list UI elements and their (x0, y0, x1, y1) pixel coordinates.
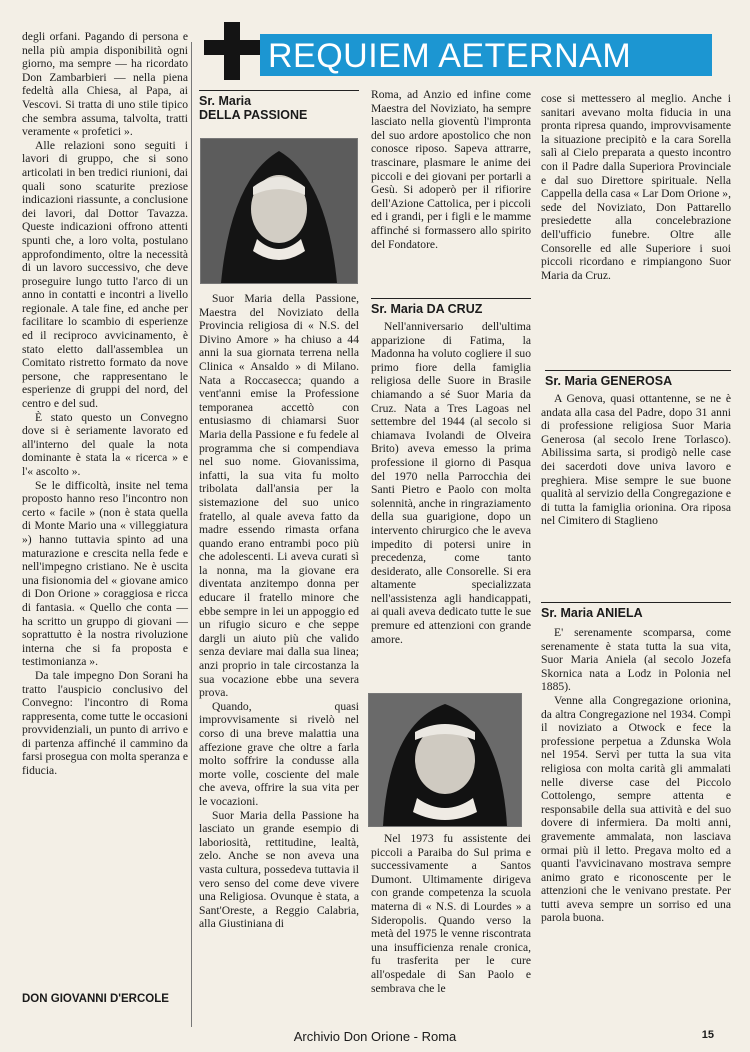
column-2 (199, 292, 359, 931)
col1-paragraph: Da tale impegno Don Sorani ha tratto l'auspicio conclusivo del Convegno: l'incontro di Roma rappresenta, come tutte le occasioni provvidenziali, un punto di arrivo e di partenza affinché il cammino da farsi prosegua con molta speranza e fiducia. (22, 668, 188, 778)
heading-da-cruz: Sr. Maria DA CRUZ (371, 298, 531, 316)
column-3-top (371, 88, 531, 251)
col4-paragraph: A Genova, quasi ottantenne, se ne è andata alla casa del Padre, dopo 31 anni di professione religiosa Suor Maria Generosa (al secolo Irene Torlasco). Abilissima sarta, si prodigò nelle case dei sacerdoti dove univa lavoro e preghiera. Mise sempre le sue buone qualità al servizio della Congregazione e di tutta la famiglia orionina. Ora riposa nel Cimitero di Staglieno (541, 392, 731, 528)
col2-paragraph: Suor Maria della Passione ha lasciato un grande esempio di laboriosità, rettitudine, lealtà, zelo. Anche se non aveva una vasta cultura, possedeva tuttavia il vero senso del come deve vivere una Religiosa. Ovunque è stata, a Sant'Oreste, a Reggio Calabria, alla Giustiniana di (199, 808, 359, 931)
col1-paragraph: Alle relazioni sono seguiti i lavori di gruppo, che si sono articolati in ben tredici riunioni, dai quali sono scaturite preziose indicazioni riassunte, a conclusione dei lavori, dal Dottor Tavazza. Queste indicazioni offrono attenti spunti che, a loro volta, postulano approfondimento, oltre la necessità di un lavoro successivo, che deve proseguire lungo tutto l'arco di un anno in contatti e incontri a livello regionale. A tale fine, ed anche per facilitare lo scambio di esperienze ed il reciproco avvicinamento, è stato eletto dall'assemblea un Comitato ristretto formato da nove persone, che rappresentano le esperienze di gruppi del nord, del centro e del sud. (22, 138, 188, 411)
column-3-mid (371, 320, 531, 646)
heading-line: Sr. Maria (199, 94, 252, 108)
col3-paragraph: Roma, ad Anzio ed infine come Maestra del Noviziato, ha sempre lasciato nella gioventù l'impronta del suo ardore apostolico che non conosce riposo. Sapeva attrarre, trascinare, plasmare le anime dei piccoli e dei giovani per portarli a Gesù. Si adoperò per il rifiorire dell'Azione Cattolica, per i piccoli ed i grandi, per i figli e le mamme affinché si formassero allo spirito del Fondatore. (371, 88, 531, 251)
heading-line: DELLA PASSIONE (199, 108, 308, 122)
page-number: 15 (701, 1029, 714, 1041)
nun-portrait-icon (369, 694, 521, 826)
col4-paragraph: Venne alla Congregazione orionina, da altra Congregazione nel 1934. Compì il noviziato a Otwock e fece la professione perpetua a Zdunska Wola nel 1954. Servì per tutta la sua vita religiosa con molta carità gli ammalati nelle diverse case del Piccolo Cottolengo, sempre attenta e responsabile della sua attività e del suo dovere di infermiera. Da molti anni, gravemente ammalata, non lasciava ormai più il letto. Pregava molto ed a quanti l'avvicinavano mostrava sempre animo grato e riconoscente per le attenzioni che le venivano prestate. Per tutti aveva sempre un sorriso ed una parola buona. (541, 693, 731, 925)
nun-portrait-icon (201, 139, 357, 283)
col1-paragraph: È stato questo un Convegno dove si è seriamente lavorato ed all'interno del quale la nota dominante è stata la « ricerca » e l'« ascolto ». (22, 410, 188, 478)
col3-paragraph: Nel 1973 fu assistente dei piccoli a Paraiba do Sul prima e successivamente a Santos Dumont. Ultimamente dirigeva con grande competenza la scuola materna di « N.S. di Lourdes » a Sideropolis. Quando verso la metà del 1975 le venne riscontrata una insufficienza renale cronica, fu trasferita per le cure all'ospedale di San Paolo e sembrava che le (371, 832, 531, 995)
col2-paragraph: Quando, quasi improvvisamente si rivelò nel corso di una breve malattia una affezione grave che oltre a farla molto soffrire la condusse alla morte volle, cosciente del male che aveva, offrire la sua vita per le vocazioni. (199, 699, 359, 808)
header-title: REQUIEM AETERNAM (268, 37, 632, 75)
column-4-generosa (541, 392, 731, 528)
heading-generosa: Sr. Maria GENEROSA (545, 370, 731, 388)
column-4-aniela (541, 626, 731, 925)
cross-icon-bar (204, 40, 260, 55)
col1-paragraph: degli orfani. Pagando di persona e nella più ampia disponibilità ogni giorno, ma sempre — ha ricordato Don Zambarbieri — nella piena fedeltà alla Chiesa, al Papa, ai Vescovi. Si tratta di uno stile tipico che sembra assuma, talvolta, tratti veramente « profetici ». (22, 30, 188, 139)
column-4-top (541, 92, 731, 282)
col4-paragraph: E' serenamente scomparsa, come serenamente è stata tutta la sua vita, Suor Maria Aniela (al secolo Jozefa Skornica nata a Lodz in Polonia nel 1885). (541, 626, 731, 694)
col3-paragraph: Nell'anniversario dell'ultima apparizione di Fatima, la Madonna ha voluto cogliere il suo primo fiore della famiglia religiosa delle Suore in Brasile chiamando a sé Suor Maria da Cruz. Nata a Tres Lagoas nel settembre del 1944 (al secolo si chiamava Ivolandi de Olveira Brito) aveva emesso la prima professione il giorno di Pasqua del 1970 nella Parrocchia dei Santi Pietro e Paolo con molta solennità, anche in ringraziamento della sua guarigione, dopo un intervento chirurgico che le aveva impedito di potersi unire in precedenza, come tanto desiderato, alle Consorelle. Si era altamente specializzata nell'assistenza agli handicappati, ai quali aveva dedicato tutte le sue premure ed attenzioni con grande amore. (371, 320, 531, 646)
heading-della-passione (199, 90, 359, 122)
author-signature: DON GIOVANNI D'ERCOLE (22, 993, 169, 1005)
col2-paragraph: Suor Maria della Passione, Maestra del Noviziato della Provincia religiosa di « N.S. del Divino Amore » ha chiuso a 44 anni la sua giornata terrena nella Clinica « Ansaldo » di Milano. Nata a Roccasecca; quando a vent'anni emise la Professione temporanea accettò con entusiasmo di chiamarsi Suor Maria della Passione e fu fedele al programma che si compendiava nel suo nome. Giovanissima, infatti, la sua vita fu molto tribolata dall'ansia per la sistemazione del suo unico fratello, al quale aveva fatto da madre essendo rimasta orfana quando erano entrambi poco più che adolescenti. Li aveva curati sì la nonna, ma la giovane era diventata anzitempo donna per educare il fratello minore che ebbe sempre in lei un appoggio ed un rifugio sicuro e che seppe dargli un aiuto più che valido senza deviare mai dalla sua linea; anzi proprio in tale circostanza la sua vocazione ebbe una severa prova. (199, 292, 359, 700)
column-3-bottom (371, 832, 531, 995)
archive-footer: Archivio Don Orione - Roma (293, 1029, 457, 1044)
column-divider (191, 42, 192, 1027)
heading-aniela: Sr. Maria ANIELA (541, 602, 731, 620)
col4-paragraph: cose si mettessero al meglio. Anche i sanitari avevano molta fiducia in una pronta ripresa quando, improvvisamente la situazione precipitò e la cara Sorella salì al Cielo preparata a questo incontro con il Padre dalla Superiora Provinciale e dal suo Direttore spirituale. Nella Cappella della casa « Lar Dom Orione », sede del Noviziato, Don Pattarello presiedette alla concelebrazione dell'ufficio funebre. Oltre alle Consorelle ed alle Superiore i suoi piccoli ricordano e rimpiangono Suor Maria da Cruz. (541, 92, 731, 282)
portrait-photo-della-passione (200, 138, 358, 284)
col1-paragraph: Se le difficoltà, insite nel tema proposto hanno reso l'incontro non certo « facile » (non è stata quella di Monte Mario una « villeggiatura ») hanno tuttavia spinto ad una maturazione e crescita nella fede e nell'impegno cristiano. Ne è uscita una fisionomia del « giovane amico di Don Orione » coraggiosa e ricca di fantasia. « Quello che conta — ha scritto un gruppo di giovani — soprattutto è la nostra rivoluzione interna che si fa proposta e testimonianza ». (22, 478, 188, 669)
portrait-photo-da-cruz (368, 693, 522, 827)
column-1 (22, 30, 188, 778)
